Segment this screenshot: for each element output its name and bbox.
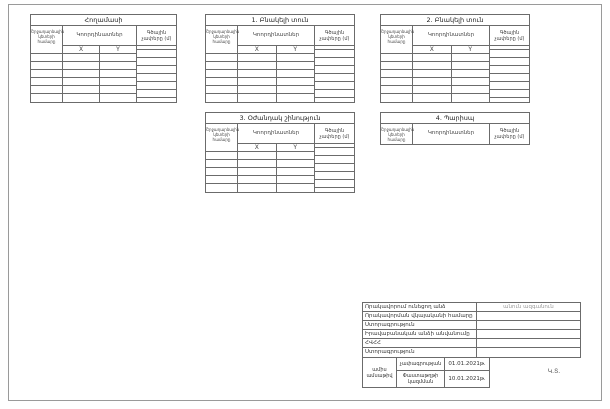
points-column <box>206 26 238 102</box>
table-title: 1. Բնակելի տուն <box>206 15 354 26</box>
data-row <box>63 78 136 86</box>
coords-column <box>413 26 489 102</box>
x-cell <box>238 176 277 183</box>
y-header: Y <box>468 46 473 53</box>
data-row <box>238 176 314 184</box>
coords-header: Կոորդինատներ <box>413 26 489 46</box>
x-cell <box>238 152 277 159</box>
y-cell <box>277 184 315 192</box>
x-cell <box>63 54 100 61</box>
length-cell <box>315 180 354 188</box>
x-cell <box>413 94 452 102</box>
length-cell <box>490 74 529 82</box>
length-header: Գծային չափերը (մ) <box>494 128 525 141</box>
row-label: Իրավաբանական անձի անվանումը <box>363 330 477 338</box>
y-header: Y <box>116 46 120 53</box>
y-header: Y <box>293 46 298 53</box>
point-cell <box>206 160 237 168</box>
points-header: Շրջադարձային կետերի համարը <box>206 26 237 54</box>
length-cell <box>315 156 354 164</box>
xy-header-row <box>238 46 314 54</box>
coords-column <box>238 26 314 102</box>
measurement-label: չափագրության <box>397 358 445 370</box>
length-cell <box>137 74 176 82</box>
length-cell <box>137 58 176 66</box>
row-label: Ստորագրություն <box>363 321 477 329</box>
points-header: Շրջադարձային կետերի համարը <box>381 26 412 54</box>
point-cell <box>31 78 62 86</box>
document-date-row <box>397 371 489 387</box>
length-cell <box>315 66 354 74</box>
length-column <box>314 26 354 102</box>
point-cell <box>206 78 237 86</box>
y-cell <box>100 54 136 61</box>
x-cell <box>63 78 100 85</box>
seal-placeholder: Կ.Տ. <box>547 368 561 375</box>
points-column <box>381 26 413 102</box>
points-column <box>381 124 413 144</box>
data-row <box>238 152 314 160</box>
length-cell <box>490 66 529 74</box>
y-cell <box>277 86 315 93</box>
data-row <box>413 94 489 102</box>
name-placeholder: անուն ազգանուն <box>503 304 554 310</box>
table-row <box>363 348 580 357</box>
measurement-date-row <box>397 358 489 371</box>
data-row <box>63 94 136 102</box>
coords-header: Կոորդինատներ <box>238 124 314 144</box>
data-row <box>63 86 136 94</box>
length-header: Գծային չափերը (մ) <box>490 26 529 46</box>
length-cell <box>490 98 529 102</box>
table-body <box>31 26 176 102</box>
x-cell <box>413 54 452 61</box>
length-column <box>489 124 529 144</box>
data-row <box>413 70 489 78</box>
x-cell <box>238 78 277 85</box>
y-cell <box>452 70 490 77</box>
point-cell <box>206 184 237 192</box>
coords-header: Կոորդինատներ <box>238 26 314 46</box>
coords-header: Կոորդինատներ <box>427 130 475 136</box>
y-cell <box>277 70 315 77</box>
table-row <box>363 321 580 330</box>
signature-table <box>362 302 581 358</box>
length-header: Գծային չափերը (մ) <box>315 26 354 46</box>
data-row <box>238 54 314 62</box>
row-label: ՀՎՀՀ <box>363 339 477 347</box>
point-cell <box>206 70 237 78</box>
x-cell <box>238 54 277 61</box>
y-cell <box>277 168 315 175</box>
point-cell <box>31 86 62 94</box>
x-cell <box>238 62 277 69</box>
coord-table-fence <box>380 112 530 145</box>
x-cell <box>413 70 452 77</box>
y-cell <box>452 54 490 61</box>
length-cell <box>315 172 354 180</box>
table-row <box>363 303 580 312</box>
xy-header-row <box>238 144 314 152</box>
length-cell <box>137 50 176 58</box>
y-cell <box>452 94 490 102</box>
point-cell <box>381 86 412 94</box>
row-label: Որակավորում ունեցող անձ <box>363 303 477 311</box>
length-cell <box>490 50 529 58</box>
coords-header: Կոորդինատներ <box>63 26 136 46</box>
point-cell <box>206 152 237 160</box>
x-cell <box>238 184 277 192</box>
coord-table-land <box>30 14 177 103</box>
measurement-date: 01.01.2021թ. <box>448 361 486 367</box>
table-title: 2. Բնակելի տուն <box>381 15 529 26</box>
data-row <box>63 54 136 62</box>
points-column <box>31 26 63 102</box>
length-cell <box>137 90 176 98</box>
y-cell <box>277 62 315 69</box>
length-header: Գծային չափերը (մ) <box>315 124 354 144</box>
point-cell <box>206 86 237 94</box>
length-cell <box>315 50 354 58</box>
table-body <box>381 124 529 144</box>
data-row <box>238 168 314 176</box>
x-header: X <box>238 144 277 151</box>
x-cell <box>63 70 100 77</box>
coord-table-auxiliary <box>205 112 355 193</box>
point-cell <box>381 54 412 62</box>
point-cell <box>31 94 62 102</box>
row-label: Ստորագրություն <box>363 348 477 357</box>
x-cell <box>238 70 277 77</box>
x-cell <box>63 94 100 102</box>
length-cell <box>490 58 529 66</box>
dates-rows <box>397 358 489 387</box>
y-cell <box>277 94 315 102</box>
coord-table-house-1 <box>205 14 355 103</box>
point-cell <box>206 176 237 184</box>
length-column <box>489 26 529 102</box>
point-cell <box>381 94 412 102</box>
length-cell <box>315 188 354 192</box>
y-cell <box>277 152 315 159</box>
x-cell <box>413 86 452 93</box>
y-cell <box>277 78 315 85</box>
point-cell <box>31 70 62 78</box>
length-cell <box>315 164 354 172</box>
points-header: Շրջադարձային կետերի համարը <box>31 26 62 54</box>
data-row <box>238 62 314 70</box>
length-cell <box>315 82 354 90</box>
points-column <box>206 124 238 192</box>
point-cell <box>381 62 412 70</box>
data-row <box>238 94 314 102</box>
x-cell <box>238 160 277 167</box>
y-cell <box>452 78 490 85</box>
y-cell <box>452 62 490 69</box>
point-cell <box>381 70 412 78</box>
y-cell <box>277 160 315 167</box>
table-body <box>206 26 354 102</box>
point-cell <box>206 168 237 176</box>
point-cell <box>31 54 62 62</box>
document-date: 10.01.2021թ. <box>448 376 486 382</box>
table-row <box>363 330 580 339</box>
length-cell <box>315 74 354 82</box>
table-title: 3. Օժանդակ շինություն <box>206 113 354 124</box>
x-cell <box>413 78 452 85</box>
table-row <box>363 339 580 348</box>
xy-header-row <box>63 46 136 54</box>
row-value <box>477 339 580 347</box>
table-title: 4. Պարիսպ <box>381 113 529 124</box>
table-body <box>206 124 354 192</box>
length-cell <box>137 98 176 102</box>
data-row <box>413 78 489 86</box>
point-cell <box>31 62 62 70</box>
y-cell <box>452 86 490 93</box>
y-cell <box>277 176 315 183</box>
x-cell <box>238 168 277 175</box>
length-header: Գծային չափերը (մ) <box>137 26 176 46</box>
coord-table-house-2 <box>380 14 530 103</box>
row-label: Որակավորման վկայականի համարը <box>363 312 477 320</box>
y-cell <box>100 94 136 102</box>
x-cell <box>238 94 277 102</box>
x-cell <box>413 62 452 69</box>
x-header: X <box>413 46 452 53</box>
data-row <box>63 62 136 70</box>
length-cell <box>315 148 354 156</box>
x-cell <box>63 62 100 69</box>
data-row <box>238 184 314 192</box>
data-row <box>413 62 489 70</box>
table-title: Հողամասի <box>31 15 176 26</box>
length-column <box>314 124 354 192</box>
y-cell <box>100 70 136 77</box>
length-cell <box>137 82 176 90</box>
data-row <box>238 70 314 78</box>
length-column <box>136 26 176 102</box>
point-cell <box>381 78 412 86</box>
point-cell <box>206 54 237 62</box>
points-header: Շրջադարձային կետերի համարը <box>206 124 237 152</box>
document-label: Փաստաթղթի կազմման <box>397 371 445 387</box>
signature-block <box>362 302 581 388</box>
length-cell <box>490 90 529 98</box>
dates-table <box>362 357 490 388</box>
data-row <box>63 70 136 78</box>
coords-column <box>238 124 314 192</box>
x-cell <box>238 86 277 93</box>
data-row <box>413 86 489 94</box>
row-value <box>477 321 580 329</box>
x-cell <box>63 86 100 93</box>
points-header: Շրջադարձային կետերի համարը <box>381 127 415 142</box>
y-header: Y <box>293 144 298 151</box>
y-cell <box>277 54 315 61</box>
coords-column <box>413 124 489 144</box>
x-header: X <box>238 46 277 53</box>
data-row <box>238 86 314 94</box>
y-cell <box>100 62 136 69</box>
data-row <box>238 78 314 86</box>
dates-row-label: ամիս ամսաթիվ <box>363 358 397 387</box>
x-header: X <box>63 46 100 53</box>
table-row <box>363 312 580 321</box>
length-cell <box>315 98 354 102</box>
length-cell <box>137 66 176 74</box>
length-cell <box>315 90 354 98</box>
xy-header-row <box>413 46 489 54</box>
y-cell <box>100 86 136 93</box>
row-value <box>477 330 580 338</box>
row-value <box>477 312 580 320</box>
data-row <box>413 54 489 62</box>
point-cell <box>206 62 237 70</box>
point-cell <box>206 94 237 102</box>
table-body <box>381 26 529 102</box>
coords-column <box>63 26 136 102</box>
row-value <box>477 348 580 357</box>
y-cell <box>100 78 136 85</box>
length-cell <box>315 58 354 66</box>
length-cell <box>490 82 529 90</box>
data-row <box>238 160 314 168</box>
